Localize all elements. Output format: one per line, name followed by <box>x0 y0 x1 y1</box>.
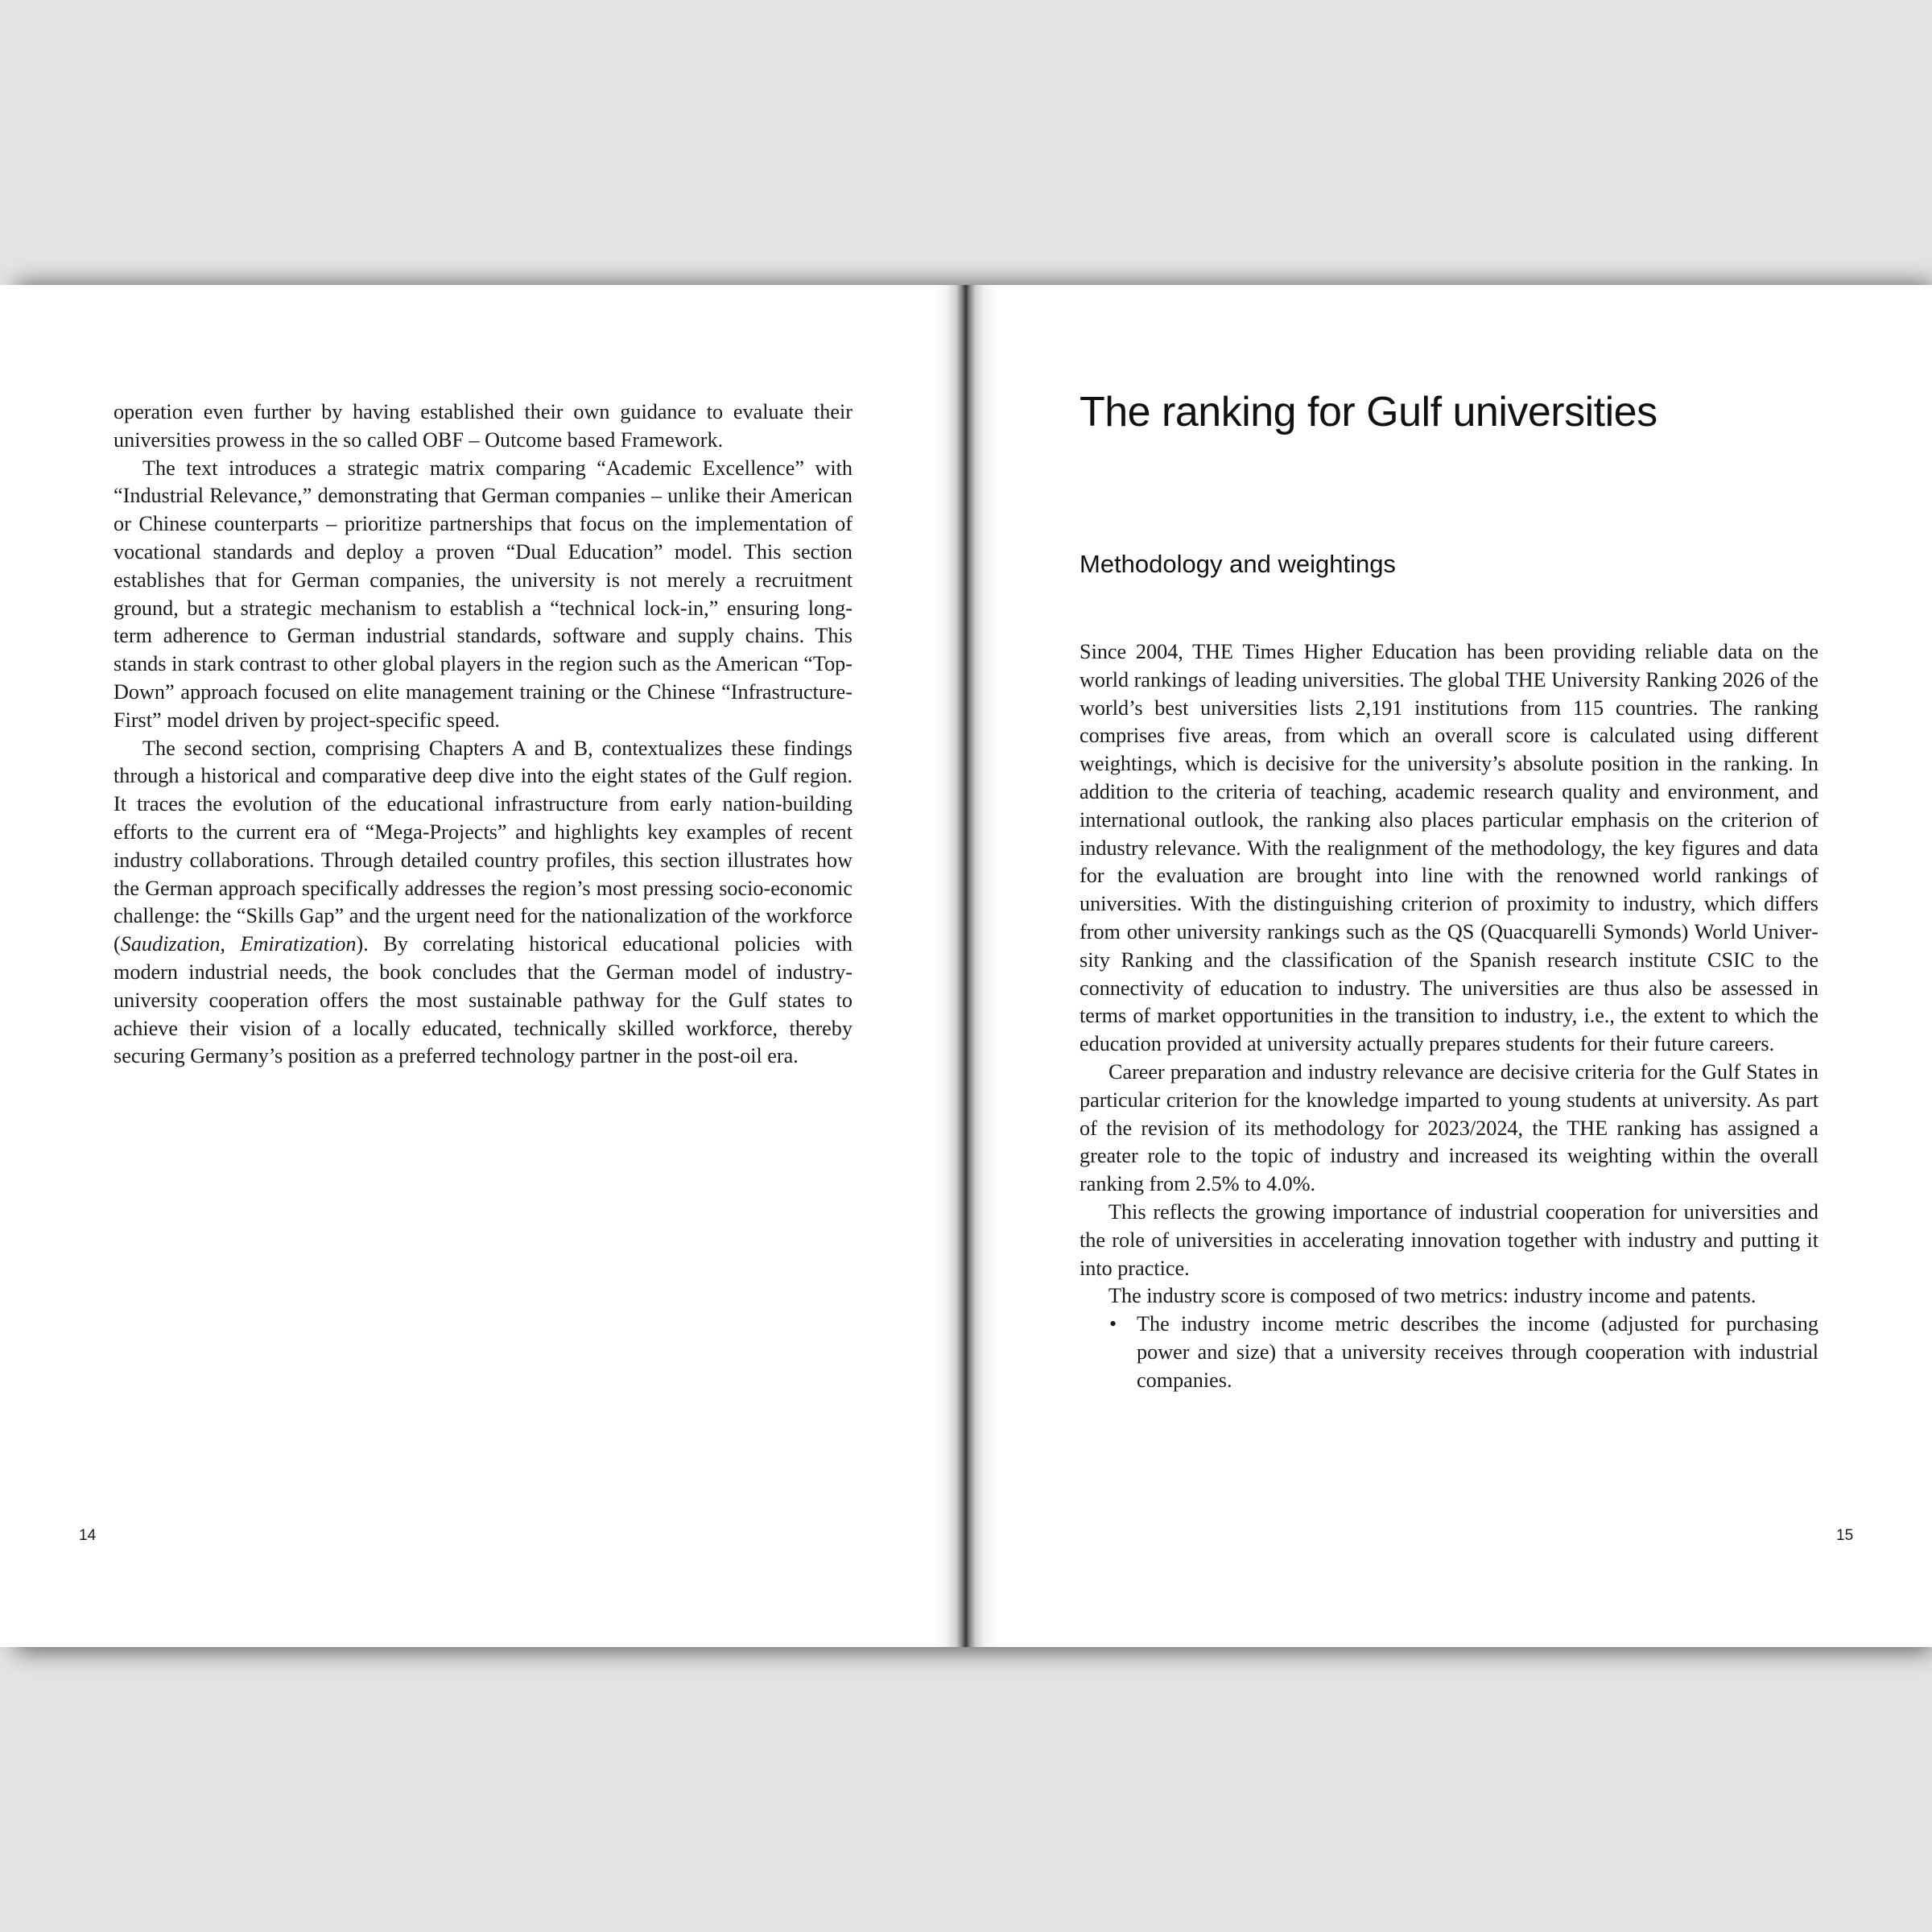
bullet-item-text: The industry income metric describes the income (adjusted for purchasing power and size) that a university receives through cooperation with industrial companies. <box>1137 1312 1818 1392</box>
bullet-item <box>1080 1311 1818 1394</box>
left-paragraph-2: The text introduces a strategic matrix comparing “Academic Excellence” with “Industrial Relevance,” demonstrating that German companies – unlike their American or Chinese counterparts – prioritize partnerships that focus on the implementation of vocational standards and deploy a proven “Dual Education” model. This section establishes that for German companies, the university is not merely a recruitment ground, but a strategic mechanism to establish a “technical lock-in,” ensuring long-term adherence to German industrial standards, software and supply chains. This stands in stark contrast to other global players in the region such as the American “Top-Down” approach focused on elite management training or the Chinese “Infrastructure-First” model driven by project-specific speed. <box>114 456 852 732</box>
bullet-dot-icon: • <box>1109 1312 1117 1336</box>
chapter-title: The ranking for Gulf universities <box>1080 389 1657 436</box>
italic-term-emiratization: Emiratization <box>240 932 357 956</box>
left-paragraph-1: operation even further by having established their own guidance to evaluate their universities prowess in the so called OBF – Outcome based Framework. <box>114 400 852 452</box>
italic-term-saudization: Saudization <box>120 932 221 956</box>
book-gutter-shadow <box>934 285 998 1647</box>
right-paragraph-3: This reflects the growing importance of industrial cooperation for universities and the role of universities in accelerating innovation together with industry and putting it into practice. <box>1080 1199 1818 1280</box>
right-paragraph-4: The industry score is composed of two metrics: industry income and patents. <box>1108 1284 1757 1308</box>
page-number-right: 15 <box>1836 1527 1854 1544</box>
left-page-body <box>114 398 852 1071</box>
left-paragraph-3-text: The second section, comprising Chapters A and B, contextualizes these findings through a historical and comparative deep dive into the eight states of the Gulf region. It traces the evolution of the educational infrastructure from early nation-building efforts to the current era of “Mega-Projects” and highlights key examples of recent industry collaborations. Through detailed country profiles, this section illustrates how the German approach specifically addresses the region’s most pressing socio-economic challenge: the “Skills Gap” and the urgent need for the nationalization of the workforce ( <box>114 736 852 956</box>
right-page <box>966 285 1932 1647</box>
left-page <box>0 285 966 1647</box>
bullet-list <box>1080 1311 1818 1394</box>
right-page-body <box>1080 638 1818 1395</box>
page-number-left: 14 <box>79 1527 97 1544</box>
section-title: Methodology and weightings <box>1080 550 1396 578</box>
right-paragraph-2: Career preparation and industry relevance are decisive criteria for the Gulf States in particular criterion for the knowledge imparted to young students at university. As part of the revision of its methodology for 2023/2024, the THE ranking has assigned a greater role to the topic of industry and increased its weighting within the overall ranking from 2.5% to 4.0%. <box>1080 1059 1818 1196</box>
left-paragraph-3-continuation: ). By correlating historical educational policies with modern industrial needs, the book concludes that the German model of industry-university cooperation offers the most sustainable pathway for the Gulf states to achieve their vision of a locally educated, technically skilled workforce, thereby securing Germany’s position as a preferred technology partner in the post-oil era. <box>114 932 852 1068</box>
left-paragraph-3 <box>114 735 852 1071</box>
right-paragraph-1: Since 2004, THE Times Higher Education has been providing reliable data on the world rankings of leading universities. The global THE University Ranking 2026 of the world’s best universities lists 2,191 institutions from 115 countries. The ranking comprises five areas, from which an overall score is calculated using different weightings, which is decisive for the university’s absolute position in the ranking. In addition to the criteria of teaching, academic research quality and environment, and international outlook, the ranking also places particular emphasis on the criterion of industry relevance. With the realignment of the methodology, the key figures and data for the evaluation are brought into line with the renowned world rankings of universities. With the distinguishing criterion of proximity to industry, which differs from other university rankings such as the QS (Quacquarelli Symonds) World University Ranking and the classification of the Spanish research institute CSIC to the connectivity of education to industry. The universities are thus also be assessed in terms of market opportunities in the transition to industry, i.e., the extent to which the education provided at university actually prepares students for their future careers. <box>1080 640 1818 1056</box>
italic-separator: , <box>220 932 241 956</box>
